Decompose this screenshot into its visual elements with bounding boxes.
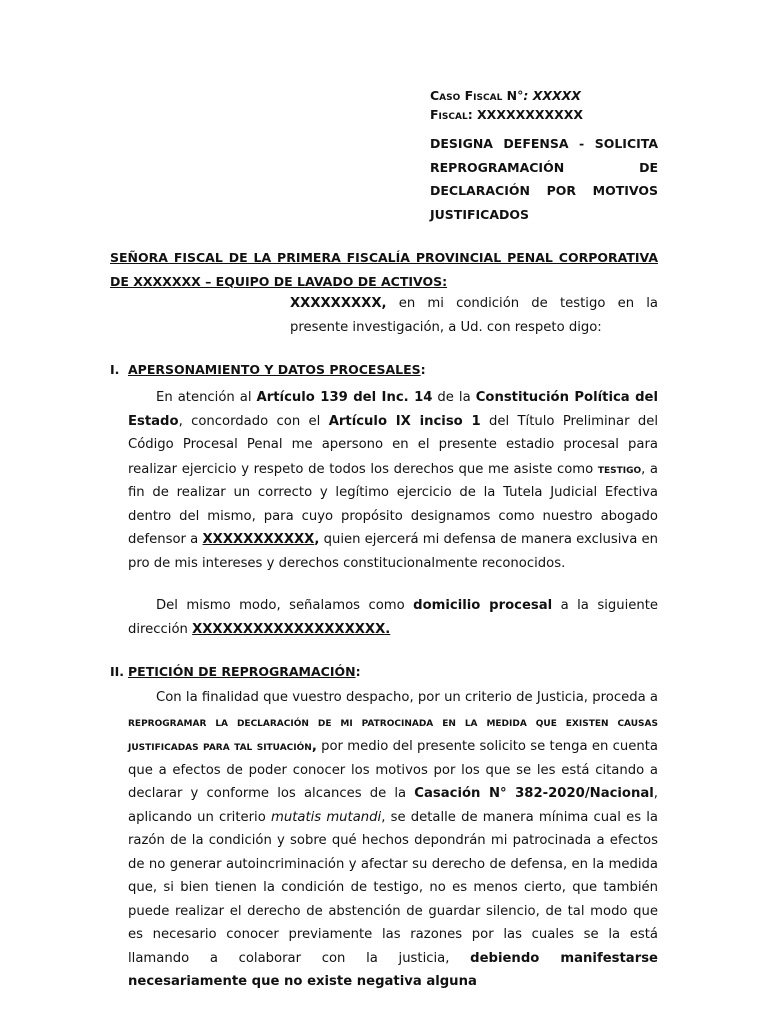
prosecutor-label: Fiscal [430, 107, 468, 122]
case-number-line [430, 86, 658, 105]
text-run: , se detalle de manera mínima cual es la razón de la condición y sobre qué hechos depondrán mi patrocinada a efectos de no generar autoincriminación y afectar su derecho de defensa, en la medida que, si bien tienen la condición de testigo, no es menos cierto, que también puede realizar el derecho de abstención de guardar silencio, de tal modo que es necesario conocer previamente las razones por las cuales se la está llamando a colaborar con la justicia, [128, 809, 658, 966]
text-run: Con la finalidad que vuestro despacho, por un criterio de Justicia, proceda a [156, 690, 658, 705]
section-2-colon: : [355, 664, 361, 679]
text-run: , concordado con el [178, 413, 329, 429]
text-run-italic: mutatis mutandi [270, 809, 382, 825]
text-run: de la [432, 390, 476, 405]
intro-paragraph [290, 292, 658, 339]
text-run: , a fin de realizar un correcto y legítimo ejercicio de la Tutela Judicial Efectiva dentro del mismo, para cuyo propósito designamos como nuestro abogado defensor a [128, 461, 659, 547]
text-run-smallcaps: reprogramar la declaración de mi patrocinada en la medida que existen causas justificadas para tal situación [128, 713, 658, 753]
section-2-paragraph-1 [128, 686, 658, 994]
intro-text: en mi condición de testigo en la presente investigación, a Ud. con respeto digo: [290, 296, 658, 335]
text-run-bold: Casación N° 382-2020/Nacional [414, 786, 654, 801]
text-run: Del mismo modo, señalamos como [156, 598, 414, 613]
text-run-bold: Constitución Política del Estado [128, 390, 659, 429]
text-run-bold: debiendo manifestarse necesariamente que no existe negativa alguna [128, 950, 658, 989]
text-run-bold: , [314, 532, 320, 547]
petitioner-name: XXXXXXXXX, [290, 296, 387, 311]
addressee: SEÑORA FISCAL DE LA PRIMERA FISCALÍA PROVINCIAL PENAL CORPORATIVA DE XXXXXXX – EQUIPO DE LAVADO DE ACTIVOS: [110, 250, 658, 289]
text-run: del Título Preliminar del Código Procesal Penal me apersono en el presente estadio procesal para realizar ejercicio y respeto de todos los derechos que me asiste como [128, 413, 658, 477]
text-run-bold: , [311, 739, 317, 754]
procedural-address: XXXXXXXXXXXXXXXXXXX. [192, 621, 391, 637]
section-1-colon: : [420, 362, 426, 377]
section-1-title [110, 362, 426, 377]
section-1-title-text: APERSONAMIENTO Y DATOS PROCESALES [128, 362, 421, 377]
prosecutor-value: : XXXXXXXXXXX [467, 107, 584, 122]
text-run-bold: Artículo IX inciso 1 [328, 413, 481, 429]
section-1-number: I. [110, 362, 120, 377]
section-1-paragraph-2 [128, 594, 658, 641]
case-header [430, 86, 658, 124]
text-run: En atención al [156, 390, 257, 405]
text-run-bold: domicilio procesal [413, 598, 553, 613]
section-2-title-text: PETICIÓN DE REPROGRAMACIÓN [128, 664, 356, 679]
section-2-title [110, 664, 361, 679]
text-run-smallcaps: testigo [597, 460, 642, 476]
document-summary: DESIGNA DEFENSA - SOLICITA REPROGRAMACIÓN DE DECLARACIÓN POR MOTIVOS JUSTIFICADOS [430, 136, 658, 222]
case-number-label: Caso Fiscal N° [430, 88, 524, 103]
section-2-number: II. [110, 664, 125, 679]
text-run-bold: Artículo 139 del Inc. 14 [256, 390, 433, 405]
text-run: , aplicando un criterio [128, 786, 658, 825]
text-run: por medio del presente solicito se tenga en cuenta que a efectos de poder conocer los motivos por los que se les está citando a declarar y conforme los alcances de la [128, 739, 658, 801]
text-run: quien ejercerá mi defensa de manera exclusiva en pro de mis intereses y derechos constitucionalmente reconocidos. [128, 532, 658, 571]
lawyer-name: XXXXXXXXXXX [202, 532, 315, 547]
text-run: a la siguiente dirección [128, 598, 659, 637]
section-1-paragraph-1 [128, 386, 658, 575]
case-number-value: : XXXXX [523, 88, 581, 103]
prosecutor-line [430, 105, 658, 124]
